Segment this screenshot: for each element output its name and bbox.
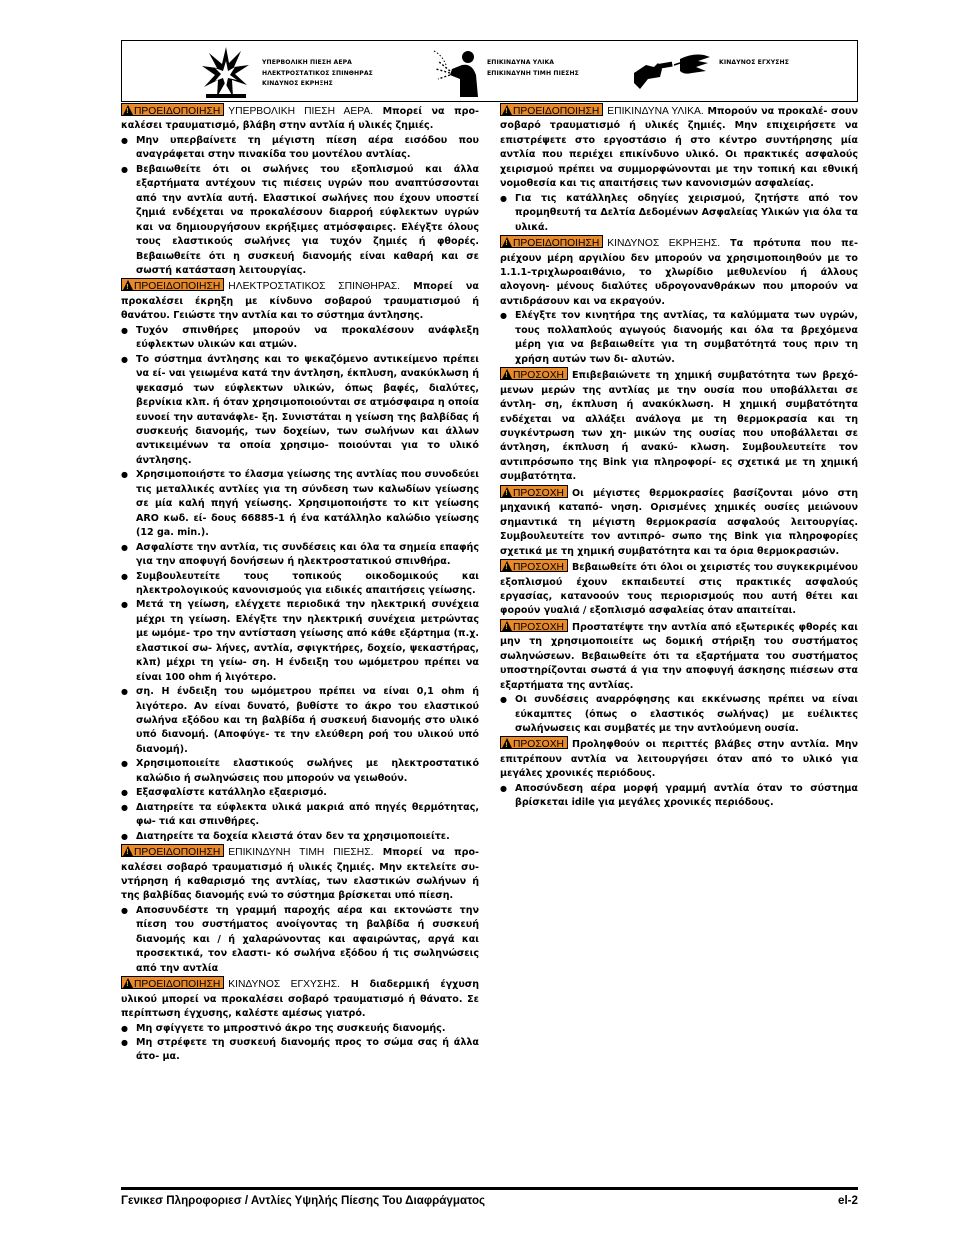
caution-badge: !ΠΡΟΣΟΧΗ: [500, 485, 568, 498]
caution-badge: !ΠΡΟΣΟΧΗ: [500, 619, 568, 632]
warning-triangle-icon: [123, 846, 133, 856]
footer-rule: [121, 1187, 858, 1190]
warning-badge: !ΠΡΟΕΙΔΟΠΟΙΗΣΗ: [121, 103, 224, 116]
warning-badge: !ΠΡΟΕΙΔΟΠΟΙΗΣΗ: [121, 976, 224, 989]
warning-triangle-icon: [123, 105, 133, 115]
warning-badge: !ΠΡΟΕΙΔΟΠΟΙΗΣΗ: [500, 235, 603, 248]
warning-triangle-icon: [123, 978, 133, 988]
warning-triangle-icon: [502, 369, 512, 379]
hazard-group-2-text: ΕΠΙΚΙΝΔΥΝΑ ΥΛΙΚΑ ΕΠΙΚΙΝΔΥΝΗ ΤΙΜΗ ΠΙΕΣΗΣ: [487, 59, 579, 77]
warning-badge: !ΠΡΟΕΙΔΟΠΟΙΗΣΗ: [121, 844, 224, 857]
list-item: ● Διατηρείτε τα δοχεία κλειστά όταν δεν τα χρησιμοποιείτε.: [121, 830, 479, 844]
list-item: ● Βεβαιωθείτε ότι οι σωλήνες του εξοπλισμού και άλλα εξαρτήματα αντέχουν τις πιέσεις υγρών που αναπτύσσονται από την αντλία αυτή. Ελαστικοί σωλήνες που έχουν υποστεί ζημιά ενδέχεται να προκαλέσουν διαρροή εύφλεκτων υγρών και να δημιουργήσουν εκρήξιμες ατμόσφαιρες. Ελέγξτε όλους τους ελαστικούς σωλήνες για τυχόν ζημιές ή φθορές. Βεβαιωθείτε ότι η συσκευή διανομής είναι καθαρή και σε σωστή κατάσταση λειτουργίας.: [121, 163, 479, 279]
hazard-group-1-text: ΥΠΕΡΒΟΛΙΚΗ ΠΙΕΣΗ ΑΕΡΑ ΗΛΕΚΤΡΟΣΤΑΤΙΚΟΣ ΣΠΙΝΘΗΡΑΣ ΚΙΝΔΥΝΟΣ ΕΚΡΗΞΗΣ: [262, 59, 373, 88]
warning-triangle-icon: [502, 237, 512, 247]
list-item: ● Διατηρείτε τα εύφλεκτα υλικά μακριά από πηγές θερμότητας, φω- τιά και σπινθήρες.: [121, 801, 479, 830]
list-item: ● Χρησιμοποιείτε ελαστικούς σωλήνες με ηλεκτροστατικό καλώδιο ή σωληνώσεις που μπορούν να γειωθούν.: [121, 757, 479, 786]
caution-badge: !ΠΡΟΣΟΧΗ: [500, 559, 568, 572]
page-number: el-2: [838, 1194, 858, 1207]
warning-triangle-icon: [502, 561, 512, 571]
list-item: ● Αποσυνδέστε τη γραμμή παροχής αέρα και εκτονώστε την πίεση του συστήματος ανοίγοντας τη βαλβίδα ή συσκευή διανομής και / ή χαλαρώνοντας και αφαιρώντας, αργά και προσεκτικά, τον ελαστι- κό σωλήνα εξόδου ή τις σωληνώσεις από την αντλία: [121, 904, 479, 976]
list-item: ● Μην υπερβαίνετε τη μέγιστη πίεση αέρα εισόδου που αναγράφεται στην πινακίδα του μοντέλου αντλίας.: [121, 134, 479, 163]
right-column: [500, 103, 858, 811]
footer-title: Γενικεσ Πληροφοριεσ / Αντλίες Υψηλής Πίεσης Του Διαφράγματος: [121, 1194, 486, 1207]
injection-hand-icon: [632, 49, 712, 91]
warning-injection: !ΠΡΟΕΙΔΟΠΟΙΗΣΗ ΚΙΝΔΥΝΟΣ ΕΓΧΥΣΗΣ. Η διαδερμική έγχυση υλικού μπορεί να προκαλέσει σοβαρό τραυματισμό ή θάνατο. Σε περίπτωση έγχυσης, καλέστε αμέσως γιατρό.: [121, 976, 479, 1021]
list-item: ● Αποσύνδεση αέρα μορφή γραμμή αντλία όταν το σύστημα βρίσκεται idile για μεγάλες χρονικές περιόδους.: [500, 782, 858, 811]
caution-chemical-compatibility: !ΠΡΟΣΟΧΗ Επιβεβαιώνετε τη χημική συμβατότητα των βρεχό- μενων μερών της αντλίας με την ουσία που υποβάλλεται σε άντλη- ση, έκπλυση ή ανακύκλωση. Η χημική συμβατότητα ενδέχεται να αλλάξει ανάλογα με τη θερμοκρασία και τη συγκέντρωση των χη- μικών της ουσίας που υποβάλλεται σε άντληση, έκπλυση ή ανακύ- κλωση. Συμβουλευτείτε τον αντιπρόσωπο της Bink για πληροφορί- ες σχετικά με τη χημική συμβατότητα.: [500, 367, 858, 485]
spray-person-icon: [432, 45, 482, 99]
warning-triangle-icon: [502, 487, 512, 497]
hazard-group-3-text: ΚΙΝΔΥΝΟΣ ΕΓΧΥΣΗΣ: [719, 59, 789, 66]
list-item: ● Ασφαλίστε την αντλία, τις συνδέσεις και όλα τα σημεία επαφής για την αποφυγή δονήσεων ή ηλεκτροστατικού σπινθήρα.: [121, 541, 479, 570]
caution-badge: !ΠΡΟΣΟΧΗ: [500, 736, 568, 749]
hazard-header: [121, 40, 858, 102]
warning-triangle-icon: [502, 105, 512, 115]
left-column: [121, 103, 479, 1065]
list-item: ● Συμβουλευτείτε τους τοπικούς οικοδομικούς και ηλεκτρολογικούς κανονισμούς για ειδικές απαιτήσεις γείωσης.: [121, 570, 479, 599]
warning-explosion: !ΠΡΟΕΙΔΟΠΟΙΗΣΗ ΚΙΝΔΥΝΟΣ ΕΚΡΗΞΗΣ. Τα πρότυπα που πε- ριέχουν μέρη αργιλίου δεν μπορούν να χρησιμοποιηθούν με το 1.1.1-τριχλωροαιθάνιο, το χλωρίδιο μεθυλενίου ή άλλους αλογονη- μένους διαλύτες υδρογονανθράκων που μπορούν να αντιδράσουν και να εκραγούν.: [500, 235, 858, 309]
warning-hazardous-materials: !ΠΡΟΕΙΔΟΠΟΙΗΣΗ ΕΠΙΚΙΝΔΥΝΑ ΥΛΙΚΑ. Μπορούν να προκαλέ- σουν σοβαρό τραυματισμό ή υλικές ζημιές. Μην επιχειρήσετε να επιστρέψετε στο εργοστάσιο ή στο κέντρο συντήρησης μία αντλία που περιέχει επικίνδυνο υλικό. Οι πρακτικές ασφαλούς χειρισμού πρέπει να συμμορφώνονται με την τοπική και εθνική νομοθεσία και τις απαιτήσεις των κανονισμών ασφαλείας.: [500, 103, 858, 192]
list-item: ● Χρησιμοποιήστε το έλασμα γείωσης της αντλίας που συνοδεύει τις μεταλλικές αντλίες για τη σύνδεση των καλωδίων γείωσης σε μία καλή πηγή γείωσης. Χρησιμοποιήστε το κιτ γείωσης ARO κωδ. εί- δους 66885-1 ή ένα κατάλληλο καλώδιο γείωσης (12 ga. min.).: [121, 468, 479, 540]
warning-air-pressure: !ΠΡΟΕΙΔΟΠΟΙΗΣΗ ΥΠΕΡΒΟΛΙΚΗ ΠΙΕΣΗ ΑΕΡΑ. Μπορεί να προ- καλέσει τραυματισμό, βλάβη στην αντλία ή υλικές ζημιές.: [121, 103, 479, 134]
warning-badge: !ΠΡΟΕΙΔΟΠΟΙΗΣΗ: [121, 278, 224, 291]
list-item: ● Τυχόν σπινθήρες μπορούν να προκαλέσουν ανάφλεξη εύφλεκτων υλικών και ατμών.: [121, 324, 479, 353]
caution-operator-training: !ΠΡΟΣΟΧΗ Βεβαιωθείτε ότι όλοι οι χειριστές του συγκεκριμένου εξοπλισμού έχουν εκπαιδευτεί στις πρακτικές ασφαλούς εργασίας, κατανοούν τους περιορισμούς που αυτή θέτει και φορούν γυαλιά / εξοπλισμό ασφαλείας όταν απαιτείται.: [500, 559, 858, 619]
warning-triangle-icon: [502, 621, 512, 631]
caution-badge: !ΠΡΟΣΟΧΗ: [500, 367, 568, 380]
list-item: ● Εξασφαλίστε κατάλληλο εξαερισμό.: [121, 786, 479, 800]
caution-external-damage: !ΠΡΟΣΟΧΗ Προστατέψτε την αντλία από εξωτερικές φθορές και μην τη χρησιμοποιείτε ως δομική στήριξη του συστήματος σωληνώσεων. Βεβαιωθείτε ότι τα εξαρτήματα του συστήματος υποστηρίζονται σωστά ά για την αποφυγή άσκησης πιέσεων στα εξαρτήματα της αντλίας.: [500, 619, 858, 693]
list-item: ● Ελέγξτε τον κινητήρα της αντλίας, τα καλύμματα των υγρών, τους πολλαπλούς αγωγούς διανομής και όλα τα βρεχόμενα μέρη για να βεβαιωθείτε για τη συμβατότητά τους πριν τη χρήση αυτών των δι- αλυτών.: [500, 309, 858, 367]
explosion-icon: [201, 45, 251, 99]
caution-max-temperature: !ΠΡΟΣΟΧΗ Οι μέγιστες θερμοκρασίες βασίζονται μόνο στη μηχανική καταπό- νηση. Ορισμένες χημικές ουσίες μειώνουν σημαντικά τη μέγιστη θερμοκρασία ασφαλούς λειτουργίας. Συμβουλευτείτε τον αντιπρό- σωπο της Bink για πληροφορίες σχετικά με τη χημική συμβατότητα και τα όρια θερμοκρασιών.: [500, 485, 858, 559]
list-item: ● Το σύστημα άντλησης και το ψεκαζόμενο αντικείμενο πρέπει να εί- ναι γειωμένα κατά την άντληση, έκπλυση, ανακύκλωση ή ψεκασμό των εύφλεκτων υλικών, όπως βαφές, διαλύτες, βερνίκια κλπ. ή όταν χρησιμοποιούνται σε ατμόσφαιρα η οποία ευνοεί την αυτανάφλε- ξη. Συνιστάται η γείωση της βαλβίδας ή συσκευής διανομής, των δοχείων, των σωλήνων και άλλων αντικειμένων τα οποία χρησιμο- ποιούνται για το υλικό άντλησης.: [121, 353, 479, 469]
list-item: ● Μη σφίγγετε το μπροστινό άκρο της συσκευής διανομής.: [121, 1022, 479, 1036]
list-item: ● Μετά τη γείωση, ελέγχετε περιοδικά την ηλεκτρική συνέχεια μέχρι τη γείωση. Ελέγξτε την ηλεκτρική συνέχεια μετρώντας με ωμόμε- τρο την αντίσταση γείωσης από κάθε εξάρτημα (π.χ. ελαστικοί σω- λήνες, αντλία, σφιγκτήρες, δοχείο, ψεκαστήρας, κλπ) μέχρι τη γείω- ση. Η ένδειξη του ωμόμετρου πρέπει να είναι 100 ohm ή λιγότερο.: [121, 598, 479, 685]
list-item: ● Μη στρέφετε τη συσκευή διανομής προς το σώμα σας ή άλλα άτο- μα.: [121, 1036, 479, 1065]
list-item: ● ση. Η ένδειξη του ωμόμετρου πρέπει να είναι 0,1 ohm ή λιγότερο. Αν είναι δυνατό, βυθίστε το άκρο του ελαστικού σωλήνα εξόδου και τη βαλβίδα ή συσκευή διανομής στο υλικό υπό διανομή. (Αποφύγε- τε την ελεύθερη ροή του υλικού υπό διανομή).: [121, 685, 479, 757]
warning-triangle-icon: [502, 738, 512, 748]
warning-pressure-value: !ΠΡΟΕΙΔΟΠΟΙΗΣΗ ΕΠΙΚΙΝΔΥΝΗ ΤΙΜΗ ΠΙΕΣΗΣ. Μπορεί να προ- καλέσει σοβαρό τραυματισμό ή υλικές ζημιές. Μην εκτελείτε συ- ντήρηση ή καθαρισμό της αντλίας, των ελαστικών σωλήνων ή της βαλβίδας διανομής ενώ το σύστημα βρίσκεται υπό πίεση.: [121, 844, 479, 904]
warning-triangle-icon: [123, 280, 133, 290]
list-item: ● Για τις κατάλληλες οδηγίες χειρισμού, ζητήστε από τον προμηθευτή τα Δελτία Δεδομένων Ασφαλείας Υλικών για όλα τα υλικά.: [500, 192, 858, 235]
warning-electrostatic: !ΠΡΟΕΙΔΟΠΟΙΗΣΗ ΗΛΕΚΤΡΟΣΤΑΤΙΚΟΣ ΣΠΙΝΘΗΡΑΣ. Μπορεί να προκαλέσει έκρηξη με κίνδυνο σοβαρού τραυματισμού ή θανάτου. Γειώστε την αντλία και το σύστημα άντλησης.: [121, 278, 479, 323]
caution-idle-damage: !ΠΡΟΣΟΧΗ Προληφθούν οι περιττές βλάβες στην αντλία. Μην επιτρέπουν αντλία να λειτουργήσει όταν από το υλικό για μεγάλες χρονικές περιόδους.: [500, 736, 858, 781]
warning-badge: !ΠΡΟΕΙΔΟΠΟΙΗΣΗ: [500, 103, 603, 116]
list-item: ● Οι συνδέσεις αναρρόφησης και εκκένωσης πρέπει να είναι εύκαμπτες (όπως ο ελαστικός σωλήνας) με ευέλικτες σωλήνωσεις και συμβατές με την αντλούμενη ουσία.: [500, 693, 858, 736]
